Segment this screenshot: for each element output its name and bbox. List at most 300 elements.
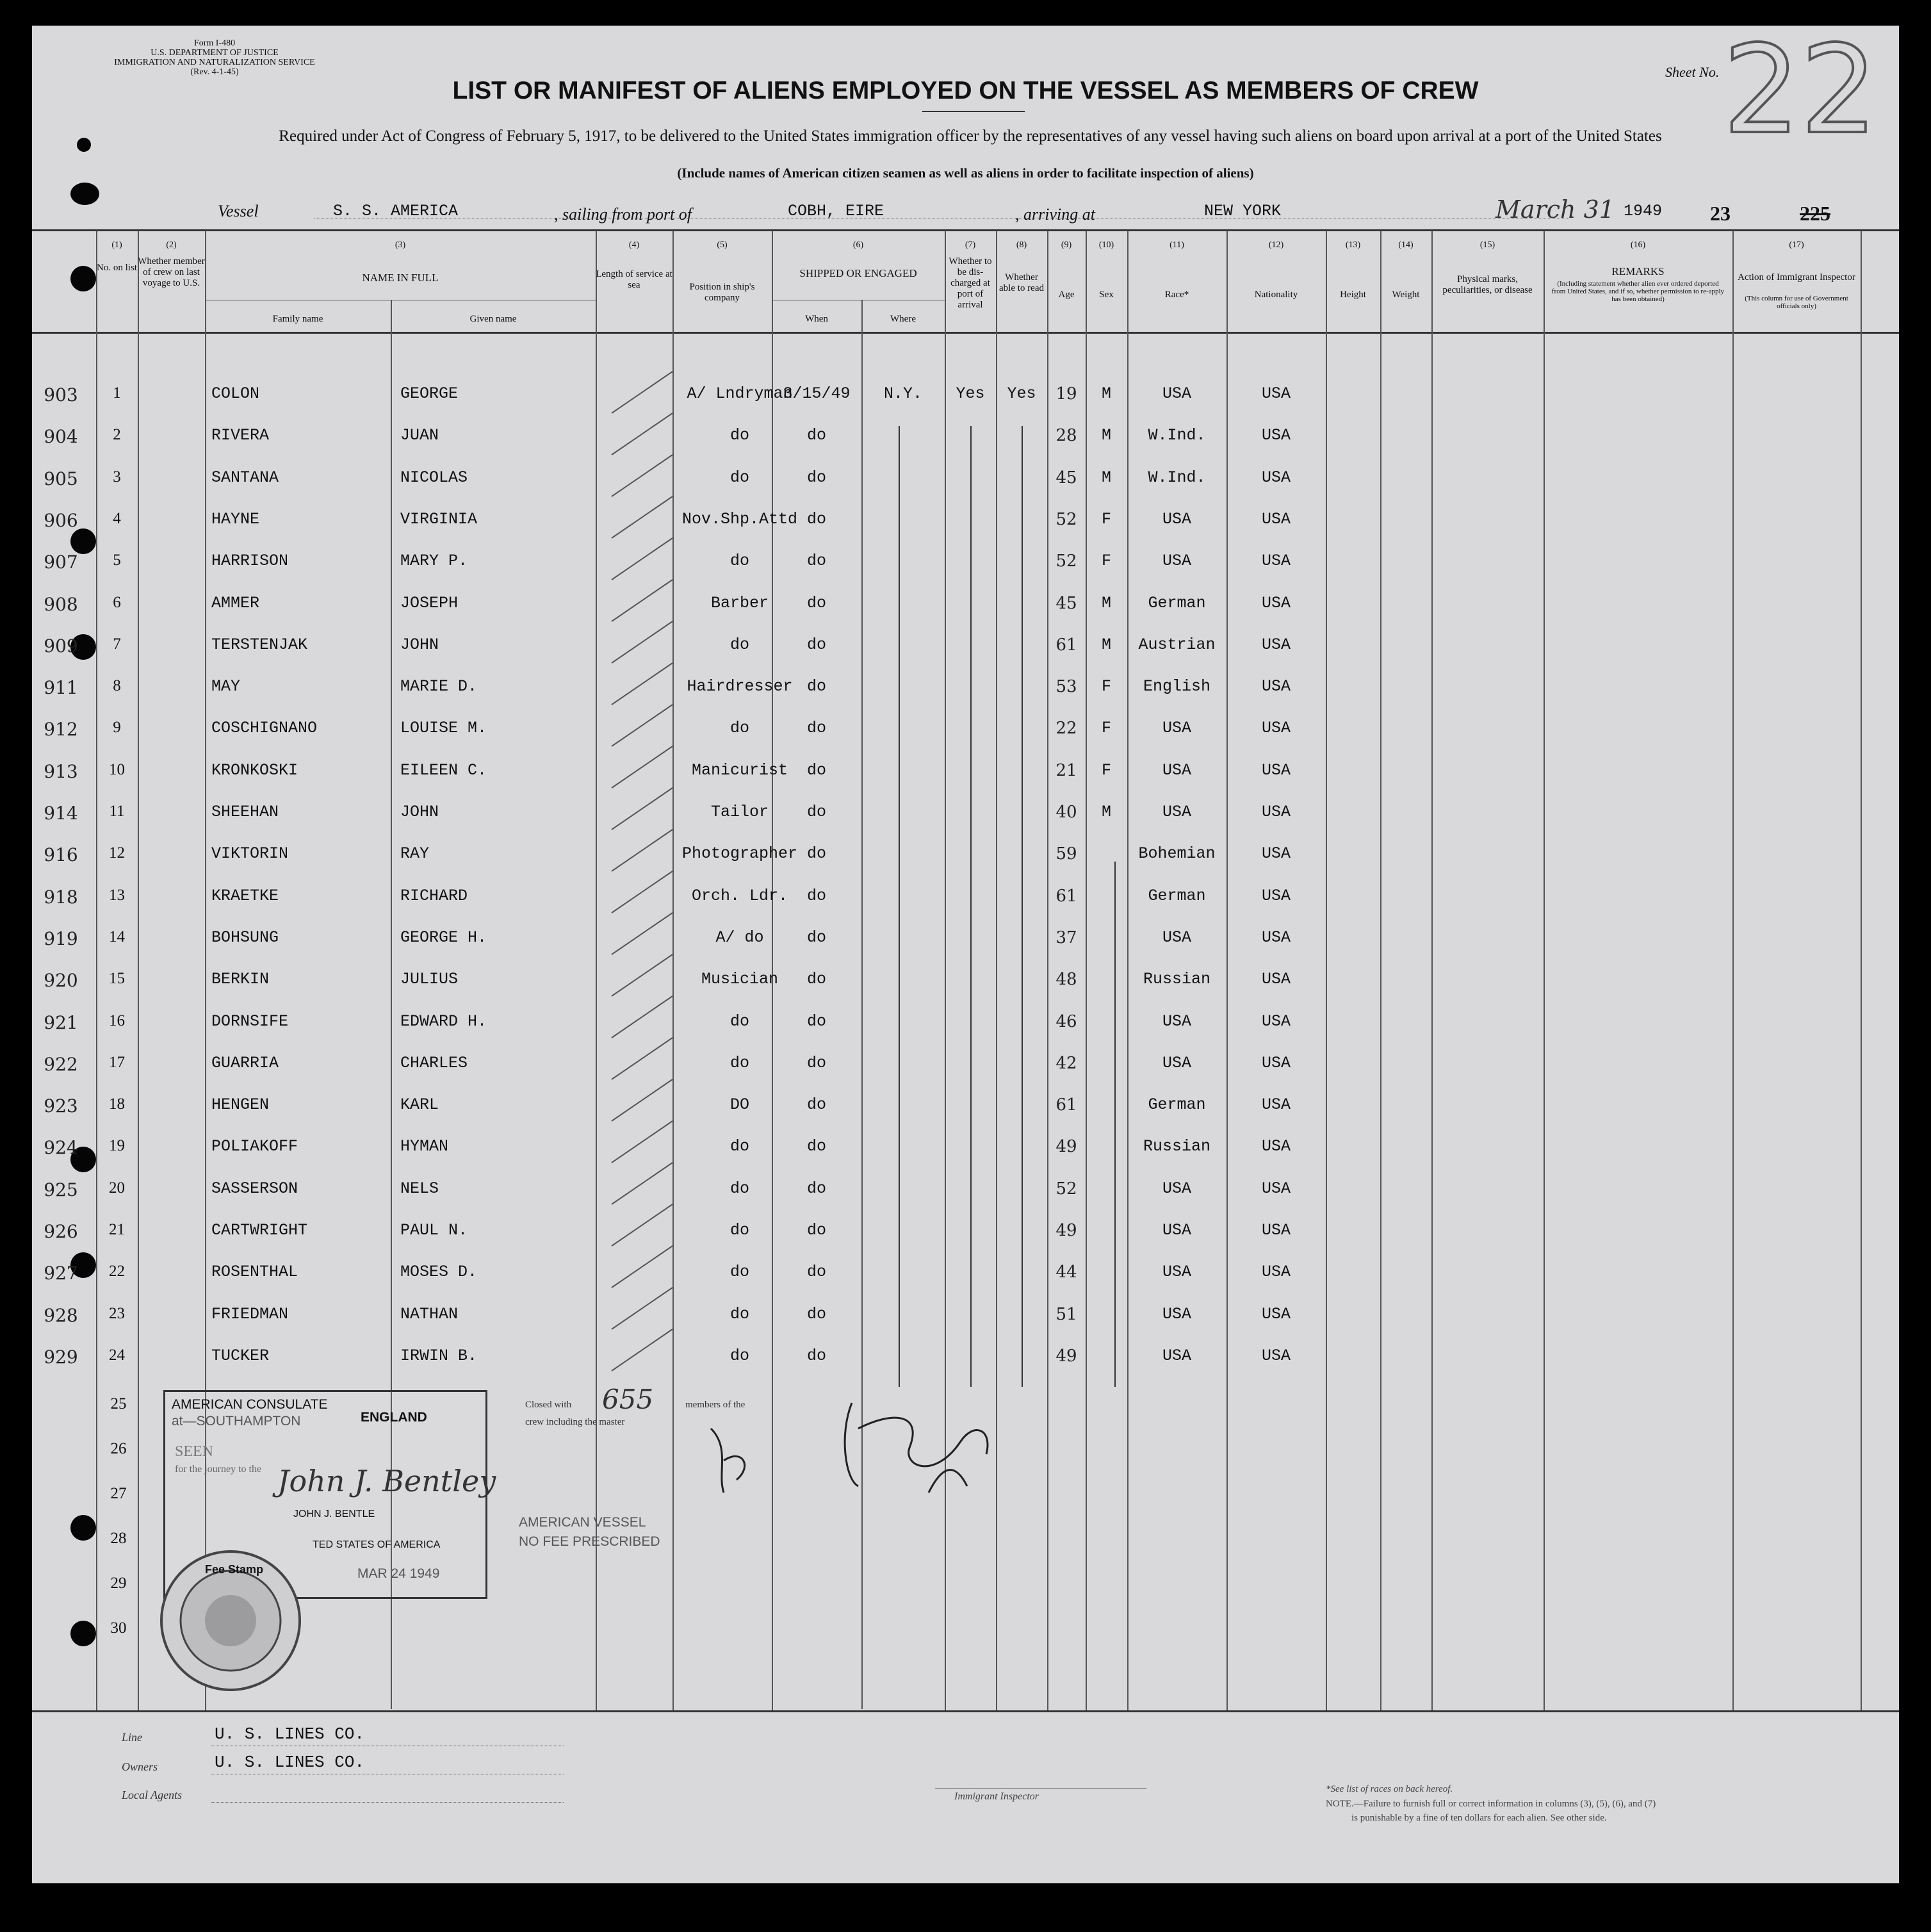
header-age: Age — [1058, 290, 1075, 300]
stamp-officer-title: TED STATES OF AMERICA — [313, 1539, 441, 1550]
blank-row-number: 29 — [110, 1575, 127, 1592]
row-race: Bohemian — [1138, 844, 1216, 864]
row-list-number: 2 — [113, 426, 121, 444]
ditto-line-discharged — [970, 426, 972, 1387]
table-row — [32, 803, 1899, 828]
row-margin-number: 926 — [44, 1221, 78, 1242]
stamp-officer-name: JOHN J. BENTLE — [293, 1509, 375, 1519]
footer-race-note: *See list of races on back hereof. — [1326, 1784, 1453, 1794]
table-row — [32, 1012, 1899, 1038]
row-position: do — [729, 635, 749, 654]
arrival-date-year: 1949 — [1624, 202, 1663, 220]
table-row — [32, 844, 1899, 870]
row-age: 49 — [1055, 1221, 1077, 1240]
row-family-name: GUARRIA — [211, 1053, 279, 1072]
row-race: USA — [1162, 1179, 1191, 1198]
table-row — [32, 1137, 1899, 1163]
row-nationality: USA — [1261, 1221, 1291, 1240]
inspector-initials — [692, 1422, 762, 1505]
table-row — [32, 635, 1899, 661]
row-family-name: HAYNE — [211, 509, 260, 528]
table-row — [32, 1347, 1899, 1372]
row-margin-number: 913 — [44, 760, 78, 782]
row-given-name: EDWARD H. — [400, 1011, 487, 1031]
row-able-to-read: Yes — [1007, 384, 1036, 403]
row-nationality: USA — [1261, 426, 1291, 445]
closing-note-count: 655 — [602, 1384, 654, 1415]
row-position: DO — [729, 1095, 749, 1115]
no-fee-note: NO FEE PRESCRIBED — [519, 1534, 660, 1549]
row-race: USA — [1162, 719, 1191, 738]
row-nationality: USA — [1261, 468, 1291, 487]
row-given-name: MOSES D. — [400, 1263, 478, 1282]
header-physical-marks: Physical marks, peculiarities, or disease — [1442, 274, 1533, 295]
page-title: LIST OR MANIFEST OF ALIENS EMPLOYED ON THE VESSEL AS MEMBERS OF CREW — [452, 77, 1479, 104]
table-row — [32, 1221, 1899, 1247]
row-race: USA — [1162, 1221, 1191, 1240]
row-list-number: 24 — [109, 1346, 125, 1364]
row-nationality: USA — [1261, 677, 1291, 696]
row-shipped-when: do — [806, 719, 826, 738]
row-shipped-when: 3/15/49 — [783, 384, 851, 403]
punch-hole — [70, 1515, 96, 1541]
table-row — [32, 970, 1899, 995]
row-position: do — [729, 552, 749, 571]
row-race: USA — [1162, 509, 1191, 528]
row-given-name: JOHN — [400, 803, 439, 821]
row-shipped-when: do — [806, 426, 826, 445]
row-list-number: 6 — [113, 593, 121, 611]
row-margin-number: 929 — [44, 1346, 78, 1368]
table-row — [32, 719, 1899, 744]
punch-hole — [77, 138, 91, 152]
row-shipped-when: do — [806, 1179, 826, 1198]
row-given-name: CHARLES — [400, 1053, 468, 1072]
row-age: 22 — [1055, 719, 1077, 739]
row-sex: M — [1101, 384, 1111, 403]
footer-agents-label: Local Agents — [122, 1789, 183, 1801]
column-number: (8) — [1016, 240, 1027, 250]
row-shipped-when: do — [806, 552, 826, 571]
ditto-line-read — [1022, 426, 1023, 1387]
row-sex: F — [1101, 677, 1111, 696]
row-position: Nov.Shp.Attd — [681, 509, 798, 528]
subtitle: Required under Act of Congress of February 5, 1917, to be delivered to the United States immigration officer by the representatives of any vessel having such aliens on board upon arrival at a port of the United States — [279, 127, 1662, 145]
row-race: USA — [1162, 1263, 1191, 1282]
form-revision: (Rev. 4-1-45) — [190, 67, 239, 77]
row-list-number: 4 — [113, 509, 121, 527]
row-given-name: JOSEPH — [400, 593, 459, 612]
header-sex: Sex — [1099, 290, 1114, 300]
table-header-rule — [32, 332, 1899, 334]
sheet-number-label: Sheet No. — [1665, 64, 1720, 80]
row-sex: F — [1101, 760, 1111, 780]
american-vessel-note: AMERICAN VESSEL — [519, 1515, 646, 1530]
row-margin-number: 916 — [44, 844, 78, 866]
row-shipped-when: do — [806, 1346, 826, 1365]
table-top-rule — [32, 229, 1899, 231]
row-position: Manicurist — [691, 760, 788, 780]
column-number: (15) — [1479, 240, 1495, 250]
footer-owners-value: U. S. LINES CO. — [215, 1753, 365, 1772]
row-nationality: USA — [1261, 1179, 1291, 1198]
row-age: 59 — [1055, 844, 1077, 864]
row-race: English — [1143, 677, 1211, 696]
row-sex: F — [1101, 552, 1111, 571]
column-number: (11) — [1169, 240, 1184, 250]
header-family-name: Family name — [272, 314, 323, 324]
header-action-note: (This column for use of Government officials only) — [1745, 295, 1848, 310]
row-family-name: SHEEHAN — [211, 803, 279, 821]
row-given-name: NICOLAS — [400, 468, 468, 487]
row-nationality: USA — [1261, 384, 1291, 403]
column-number: (12) — [1268, 240, 1284, 250]
row-list-number: 20 — [109, 1179, 125, 1197]
row-shipped-when: do — [806, 803, 826, 821]
row-list-number: 12 — [109, 844, 125, 862]
row-list-number: 18 — [109, 1095, 125, 1113]
blank-row-number: 25 — [110, 1395, 127, 1412]
table-row — [32, 1263, 1899, 1288]
row-position: do — [729, 468, 749, 487]
table-row — [32, 1179, 1899, 1205]
table-row — [32, 1095, 1899, 1121]
row-race: USA — [1162, 384, 1191, 403]
row-age: 48 — [1055, 970, 1077, 990]
row-shipped-when: do — [806, 509, 826, 528]
row-position: do — [729, 426, 749, 445]
row-given-name: IRWIN B. — [400, 1346, 478, 1365]
footer-line-label: Line — [122, 1731, 143, 1744]
row-nationality: USA — [1261, 760, 1291, 780]
header-no-on-list: No. on list — [97, 263, 137, 273]
stamp-seen: SEEN — [175, 1443, 213, 1460]
row-race: German — [1148, 886, 1206, 905]
row-family-name: DORNSIFE — [211, 1011, 289, 1031]
header-name-in-full: NAME IN FULL — [362, 272, 439, 284]
port-of-sailing: COBH, EIRE — [788, 202, 884, 220]
column-number: (16) — [1630, 240, 1646, 250]
row-given-name: GEORGE — [400, 384, 459, 403]
row-margin-number: 906 — [44, 509, 78, 531]
row-age: 40 — [1055, 803, 1077, 822]
form-department: U.S. DEPARTMENT OF JUSTICE — [151, 48, 279, 58]
column-number: (7) — [965, 240, 976, 250]
header-able-to-read: Whether able to read — [999, 272, 1044, 293]
row-given-name: NATHAN — [400, 1304, 459, 1323]
row-position: Barber — [710, 593, 769, 612]
header-nationality: Nationality — [1254, 290, 1298, 300]
column-number: (3) — [395, 240, 406, 250]
ditto-line-sex — [1114, 862, 1116, 1387]
row-shipped-when: do — [806, 970, 826, 989]
row-age: 51 — [1055, 1304, 1077, 1324]
footer-rule — [211, 1802, 564, 1803]
fee-stamp-label: Fee Stamp — [205, 1563, 264, 1576]
column-number: (5) — [717, 240, 728, 250]
row-margin-number: 922 — [44, 1053, 78, 1075]
title-rule — [922, 111, 1025, 112]
row-margin-number: 904 — [44, 426, 78, 448]
header-height: Height — [1340, 290, 1366, 300]
row-position: Orch. Ldr. — [691, 886, 788, 905]
row-given-name: HYMAN — [400, 1137, 449, 1156]
row-family-name: BERKIN — [211, 970, 270, 989]
row-shipped-when: do — [806, 468, 826, 487]
row-nationality: USA — [1261, 509, 1291, 528]
row-family-name: COLON — [211, 384, 260, 403]
row-age: 45 — [1055, 593, 1077, 613]
row-position: Photographer — [681, 844, 798, 864]
stamp-consulate: AMERICAN CONSULATE — [172, 1397, 328, 1412]
row-sex: F — [1101, 509, 1111, 528]
blank-row-number: 30 — [110, 1619, 127, 1637]
stamp-country: ENGLAND — [361, 1410, 427, 1425]
form-id — [109, 38, 320, 77]
row-nationality: USA — [1261, 593, 1291, 612]
row-race: German — [1148, 1095, 1206, 1115]
row-age: 37 — [1055, 928, 1077, 947]
punch-hole — [70, 266, 96, 291]
row-race: USA — [1162, 1011, 1191, 1031]
column-number: (6) — [852, 240, 864, 250]
table-row — [32, 552, 1899, 577]
row-race: W.Ind. — [1148, 468, 1206, 487]
manifest-sheet — [32, 19, 1899, 1883]
row-position: Hairdresser — [687, 677, 793, 696]
row-list-number: 17 — [109, 1053, 125, 1071]
row-margin-number: 919 — [44, 928, 78, 949]
blank-row-number: 28 — [110, 1530, 127, 1547]
header-member-last-voyage: Whether member of crew on last voyage to U.S. — [138, 256, 205, 288]
row-nationality: USA — [1261, 1137, 1291, 1156]
row-sex: F — [1101, 719, 1111, 738]
subtitle-note: (Include names of American citizen seamen as well as aliens in order to facilitate inspection of aliens) — [677, 165, 1254, 181]
row-given-name: LOUISE M. — [400, 719, 487, 738]
table-row — [32, 887, 1899, 912]
footer-penalty-note: is punishable by a fine of ten dollars for each alien. See other side. — [1351, 1813, 1607, 1823]
row-margin-number: 914 — [44, 803, 78, 824]
row-list-number: 11 — [109, 803, 125, 820]
row-margin-number: 924 — [44, 1137, 78, 1159]
form-service: IMMIGRATION AND NATURALIZATION SERVICE — [114, 58, 315, 67]
row-family-name: KRONKOSKI — [211, 760, 298, 780]
closing-note-closed-with: Closed with — [525, 1400, 572, 1410]
row-family-name: SANTANA — [211, 468, 279, 487]
row-race: USA — [1162, 803, 1191, 821]
row-list-number: 9 — [113, 719, 121, 737]
column-number: (4) — [628, 240, 640, 250]
vessel-label: Vessel — [218, 202, 259, 220]
closing-note-crew: crew including the master — [525, 1417, 625, 1427]
row-race: USA — [1162, 1346, 1191, 1365]
row-margin-number: 927 — [44, 1263, 78, 1284]
row-age: 61 — [1055, 1095, 1077, 1115]
stamp-journey: for the journey to the — [175, 1464, 262, 1475]
row-shipped-when: do — [806, 1095, 826, 1115]
header-length-of-service: Length of service at sea — [596, 269, 672, 290]
header-shipped-or-engaged: SHIPPED OR ENGAGED — [799, 267, 917, 279]
header-race: Race* — [1164, 290, 1189, 300]
row-position: do — [729, 1137, 749, 1156]
row-nationality: USA — [1261, 886, 1291, 905]
row-list-number: 10 — [109, 760, 125, 778]
row-family-name: RIVERA — [211, 426, 270, 445]
row-shipped-when: do — [806, 1053, 826, 1072]
row-family-name: AMMER — [211, 593, 260, 612]
table-bottom-rule — [32, 1710, 1899, 1712]
row-sex: M — [1101, 468, 1111, 487]
row-age: 52 — [1055, 509, 1077, 529]
row-given-name: JOHN — [400, 635, 439, 654]
row-position: Musician — [701, 970, 779, 989]
row-shipped-where: N.Y. — [883, 384, 922, 403]
row-position: A/ do — [715, 928, 764, 947]
table-row — [32, 677, 1899, 703]
table-row — [32, 761, 1899, 787]
row-position: do — [729, 719, 749, 738]
stamp-date: MAR 24 1949 — [357, 1566, 440, 1581]
row-age: 45 — [1055, 468, 1077, 487]
stamp-city: at—SOUTHAMPTON — [172, 1414, 301, 1429]
row-shipped-when: do — [806, 1221, 826, 1240]
row-shipped-when: do — [806, 1263, 826, 1282]
column-number: (10) — [1098, 240, 1114, 250]
row-family-name: CARTWRIGHT — [211, 1221, 308, 1240]
row-position: do — [729, 1263, 749, 1282]
column-number: (13) — [1345, 240, 1361, 250]
row-given-name: GEORGE H. — [400, 928, 487, 947]
row-shipped-when: do — [806, 1304, 826, 1323]
row-list-number: 16 — [109, 1011, 125, 1029]
row-margin-number: 921 — [44, 1011, 78, 1033]
row-age: 42 — [1055, 1053, 1077, 1073]
header-remarks: REMARKS — [1611, 265, 1665, 277]
row-position: do — [729, 1053, 749, 1072]
row-discharged: Yes — [956, 384, 985, 403]
table-row — [32, 426, 1899, 452]
arriving-at-label: , arriving at — [1015, 205, 1095, 224]
row-race: USA — [1162, 760, 1191, 780]
row-race: USA — [1162, 1304, 1191, 1323]
row-age: 19 — [1055, 384, 1077, 404]
row-sex: M — [1101, 593, 1111, 612]
header-weight: Weight — [1392, 290, 1420, 300]
table-row — [32, 1305, 1899, 1330]
sailing-from-label: , sailing from port of — [554, 205, 692, 224]
row-given-name: VIRGINIA — [400, 509, 478, 528]
row-given-name: MARIE D. — [400, 677, 478, 696]
page-count-current: 23 — [1710, 202, 1731, 225]
row-list-number: 7 — [113, 635, 121, 653]
row-family-name: TERSTENJAK — [211, 635, 308, 654]
row-shipped-when: do — [806, 593, 826, 612]
row-race: USA — [1162, 552, 1191, 571]
row-age: 53 — [1055, 677, 1077, 697]
row-position: do — [729, 1179, 749, 1198]
row-nationality: USA — [1261, 928, 1291, 947]
header-remarks-note: (Including statement whether alien ever ordered deported from United States, and if so, whether permission to re-apply has been obtained) — [1551, 280, 1725, 303]
ditto-line-where — [899, 426, 900, 1387]
row-shipped-when: do — [806, 760, 826, 780]
table-row — [32, 928, 1899, 954]
row-margin-number: 923 — [44, 1095, 78, 1117]
row-margin-number: 918 — [44, 886, 78, 908]
table-row — [32, 1054, 1899, 1079]
row-age: 21 — [1055, 760, 1077, 780]
blank-row-number: 27 — [110, 1485, 127, 1502]
row-family-name: BOHSUNG — [211, 928, 279, 947]
row-shipped-when: do — [806, 635, 826, 654]
row-age: 52 — [1055, 552, 1077, 571]
stamp-signature: John J. Bentley — [277, 1464, 496, 1498]
row-given-name: KARL — [400, 1095, 439, 1115]
header-action-inspector: Action of Immigrant Inspector — [1738, 272, 1855, 282]
row-nationality: USA — [1261, 1263, 1291, 1282]
row-nationality: USA — [1261, 1304, 1291, 1323]
closing-note-members: members of the — [685, 1400, 746, 1410]
row-given-name: JUAN — [400, 426, 439, 445]
row-nationality: USA — [1261, 635, 1291, 654]
column-number: (14) — [1398, 240, 1414, 250]
row-given-name: EILEEN C. — [400, 760, 487, 780]
header-when: When — [805, 314, 828, 324]
row-family-name: KRAETKE — [211, 886, 279, 905]
table-row — [32, 510, 1899, 536]
table-row — [32, 594, 1899, 619]
officer-signature — [833, 1390, 1012, 1499]
header-discharged: Whether to be dis-charged at port of arrival — [949, 256, 992, 310]
row-margin-number: 903 — [44, 384, 78, 405]
row-nationality: USA — [1261, 803, 1291, 821]
punch-hole — [70, 1621, 96, 1646]
row-given-name: PAUL N. — [400, 1221, 468, 1240]
row-position: A/ Lndryman — [687, 384, 793, 403]
row-position: do — [729, 1346, 749, 1365]
row-margin-number: 920 — [44, 970, 78, 992]
header-given-name: Given name — [469, 314, 517, 324]
row-position: do — [729, 1221, 749, 1240]
punch-hole — [70, 183, 99, 205]
row-family-name: POLIAKOFF — [211, 1137, 298, 1156]
row-margin-number: 925 — [44, 1179, 78, 1200]
row-list-number: 19 — [109, 1137, 125, 1155]
row-shipped-when: do — [806, 886, 826, 905]
row-race: USA — [1162, 1053, 1191, 1072]
row-nationality: USA — [1261, 1053, 1291, 1072]
row-family-name: COSCHIGNANO — [211, 719, 318, 738]
row-age: 28 — [1055, 426, 1077, 446]
sheet-number: 22 — [1723, 19, 1878, 161]
row-age: 49 — [1055, 1137, 1077, 1157]
row-age: 52 — [1055, 1179, 1077, 1199]
row-shipped-when: do — [806, 677, 826, 696]
row-margin-number: 905 — [44, 468, 78, 489]
column-number: (9) — [1061, 240, 1072, 250]
row-shipped-when: do — [806, 928, 826, 947]
row-race: German — [1148, 593, 1206, 612]
footer-owners-label: Owners — [122, 1760, 158, 1773]
row-family-name: SASSERSON — [211, 1179, 298, 1198]
row-sex: M — [1101, 803, 1111, 821]
row-given-name: JULIUS — [400, 970, 459, 989]
row-age: 61 — [1055, 635, 1077, 655]
row-nationality: USA — [1261, 844, 1291, 864]
row-margin-number: 928 — [44, 1304, 78, 1326]
footer-penalty-note: NOTE.—Failure to furnish full or correct information in columns (3), (5), (6), and (7) — [1326, 1799, 1656, 1809]
row-list-number: 14 — [109, 928, 125, 946]
vessel-name: S. S. AMERICA — [333, 202, 459, 220]
